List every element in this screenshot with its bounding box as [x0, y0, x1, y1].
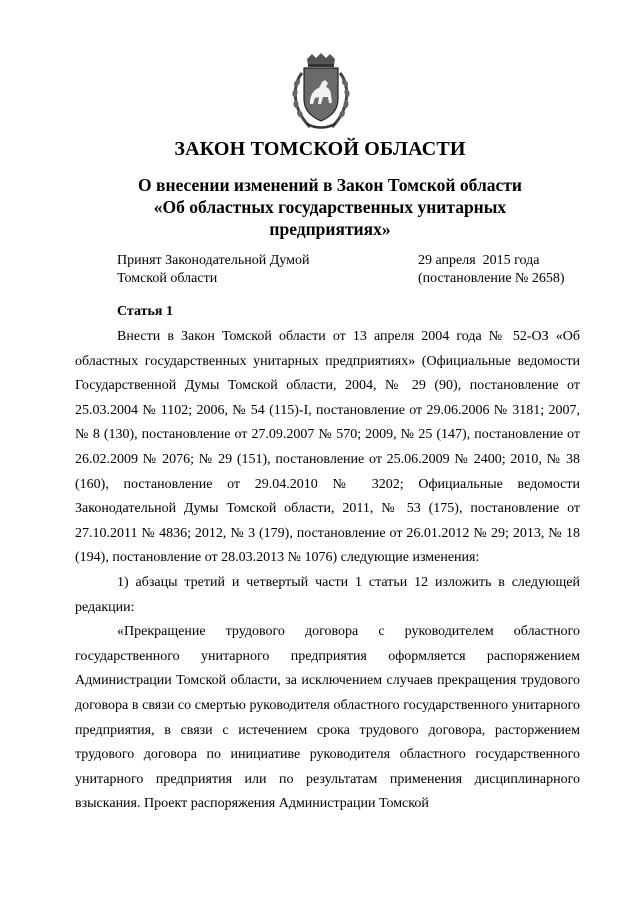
law-subtitle-line: «Об областных государственных унитарных	[153, 197, 507, 217]
adoption-date-block	[418, 252, 565, 288]
law-subtitle	[100, 174, 560, 240]
tomsk-region-coat-of-arms-icon	[288, 53, 354, 133]
law-title: ЗАКОН ТОМСКОЙ ОБЛАСТИ	[174, 138, 466, 160]
article-heading: Статья 1	[117, 304, 173, 319]
article-paragraph: 1) абзацы третий и четвертый части 1 статьи 12 изложить в следующей редакции:	[75, 574, 580, 615]
law-subtitle-line: О внесении изменений в Закон Томской области	[138, 175, 522, 195]
article-paragraph: «Прекращение трудового договора с руководителем областного государственного унитарного предприятия оформляется распоряжением Администрации Томской области, за исключением случаев прекращения трудового договора в связи со смертью руководителя областного государственного унитарного предприятия, в связи с истечением срока трудового договора, расторжением трудового договора по инициативе руководителя областного государственного унитарного предприятия или по результатам применения дисциплинарного взыскания. Проект распоряжения Администрации Томской	[75, 624, 580, 812]
article-paragraph: Внести в Закон Томской области от 13 апреля 2004 года № 52-ОЗ «Об областных государственных унитарных предприятиях» (Официальные ведомости Государственной Думы Томской области, 2004, № 29 (90), постановление от 25.03.2004 № 1102; 2006, № 54 (115)-I, постановление от 29.06.2006 № 3181; 2007, № 8 (130), постановление от 27.09.2007 № 570; 2009, № 25 (147), постановление от 26.02.2009 № 2076; № 29 (151), постановление от 25.06.2009 № 2400; 2010, № 38 (160), постановление от 29.04.2010 № 3202; Официальные ведомости Законодательной Думы Томской области, 2011, № 53 (175), постановление от 27.10.2011 № 4836; 2012, № 3 (179), постановление от 26.01.2012 № 29; 2013, № 18 (194), постановление от 28.03.2013 № 1076) следующие изменения:	[75, 329, 580, 566]
adopting-body	[117, 252, 309, 288]
law-subtitle-line: предприятиях»	[269, 219, 391, 239]
adopting-body-line: Принят Законодательной Думой	[117, 253, 310, 268]
adoption-date: 29 апреля 2015 года	[418, 253, 540, 268]
resolution-number: (постановление № 2658)	[418, 271, 565, 286]
adopting-body-line: Томской области	[117, 271, 218, 286]
article-body	[75, 325, 580, 817]
